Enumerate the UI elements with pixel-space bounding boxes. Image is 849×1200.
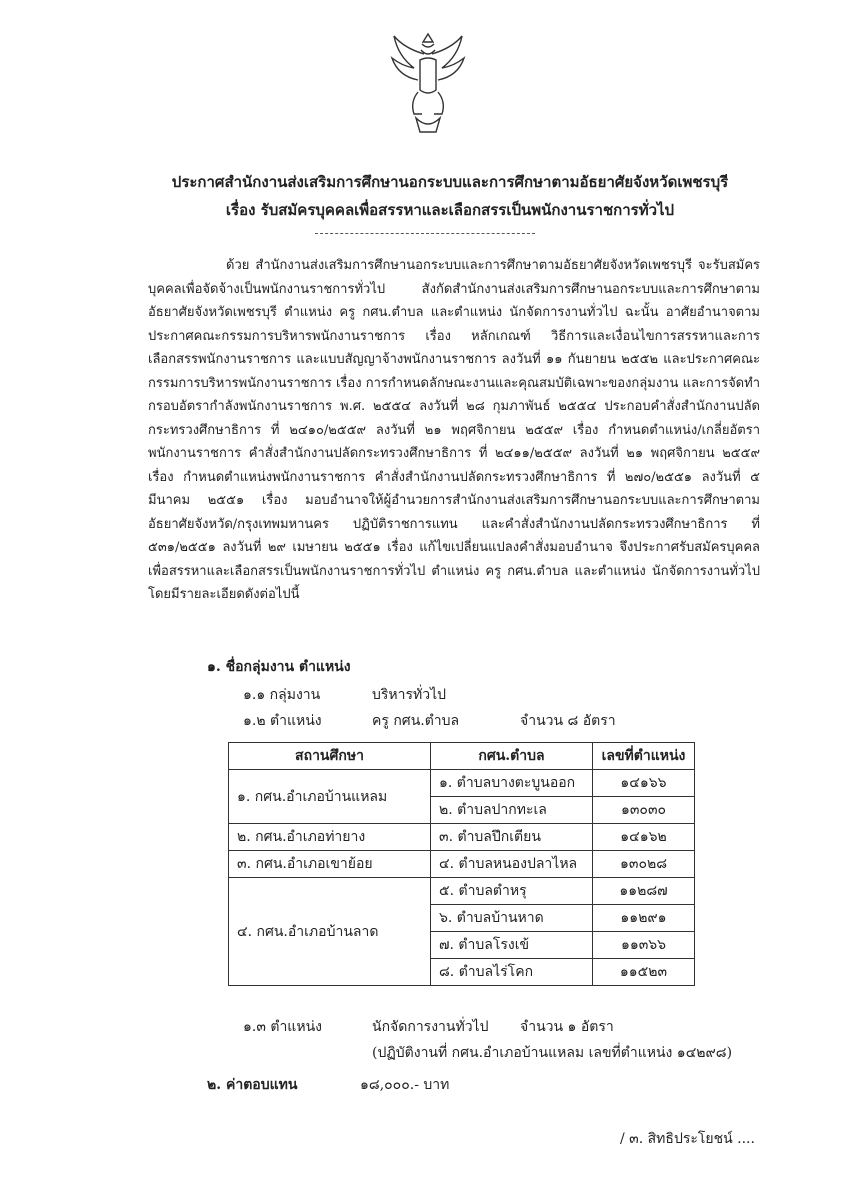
position-2-count: จำนวน ๑ อัตรา [520,1019,614,1035]
group-label: ๑.๑ กลุ่มงาน [243,687,321,703]
position-value: ครู กศน.ตำบล [372,713,460,729]
table-cell: ๑๔๑๖๖ [593,770,695,797]
garuda-emblem [388,30,468,138]
table-header-cell: กศน.ตำบล [431,743,593,770]
table-cell: ๒. ตำบลปากทะเล [431,797,593,824]
title-line-1: ประกาศสำนักงานส่งเสริมการศึกษานอกระบบและการศึกษาตามอัธยาศัยจังหวัดเพชรบุรี [171,173,729,191]
table-cell: ๒. กศน.อำเภอท่ายาง [229,824,431,851]
table-row [229,770,695,797]
table-cell: ๖. ตำบลบ้านหาด [431,905,593,932]
divider [315,233,535,234]
table-cell: ๑๓๐๒๘ [593,851,695,878]
positions-table [228,742,695,986]
position-count: จำนวน ๘ อัตรา [520,713,616,729]
table-cell: ๑๓๐๓๐ [593,797,695,824]
table-cell: ๔. ตำบลหนองปลาไหล [431,851,593,878]
table-cell: ๑๔๑๖๒ [593,824,695,851]
continuation-note: / ๓. สิทธิประโยชน์ .... [620,1131,755,1147]
table-cell: ๔. กศน.อำเภอบ้านลาด [229,878,431,986]
table-cell: ๑๑๒๙๑ [593,905,695,932]
position-2-note: (ปฏิบัติงานที่ กศน.อำเภอบ้านแหลม เลขที่ตำแหน่ง ๑๔๒๙๘) [372,1045,733,1061]
table-row [229,878,695,905]
body-paragraph: ด้วย สำนักงานส่งเสริมการศึกษานอกระบบและการศึกษาตามอัธยาศัยจังหวัดเพชรบุรี จะรับสมัครบุคคลเพื่อจัดจ้างเป็นพนักงานราชการทั่วไป สังกัดสำนักงานส่งเสริมการศึกษานอกระบบและการศึกษาตามอัธยาศัยจังหวัดเพชรบุรี ตำแหน่ง ครู กศน.ตำบล และตำแหน่ง นักจัดการงานทั่วไป ฉะนั้น อาศัยอำนาจตามประกาศคณะกรรมการบริหารพนักงานราชการ เรื่อง หลักเกณฑ์ วิธีการและเงื่อนไขการสรรหาและการเลือกสรรพนักงานราชการ และแบบสัญญาจ้างพนักงานราชการ ลงวันที่ ๑๑ กันยายน ๒๕๕๒ และประกาศคณะกรรมการบริหารพนักงานราชการ เรื่อง การกำหนดลักษณะงานและคุณสมบัติเฉพาะของกลุ่มงาน และการจัดทำกรอบอัตรากำลังพนักงานราชการ พ.ศ. ๒๕๕๔ ลงวันที่ ๒๘ กุมภาพันธ์ ๒๕๕๔ ประกอบคำสั่งสำนักงานปลัดกระทรวงศึกษาธิการ ที่ ๒๔๑๐/๒๕๕๙ ลงวันที่ ๒๑ พฤศจิกายน ๒๕๕๙ เรื่อง กำหนดตำแหน่ง/เกลี่ยอัตราพนักงานราชการ คำสั่งสำนักงานปลัดกระทรวงศึกษาธิการ ที่ ๒๔๑๑/๒๕๕๙ ลงวันที่ ๒๑ พฤศจิกายน ๒๕๕๙ เรื่อง กำหนดตำแหน่งพนักงานราชการ คำสั่งสำนักงานปลัดกระทรวงศึกษาธิการ ที่ ๒๗๐/๒๕๕๑ ลงวันที่ ๕ มีนาคม ๒๕๕๑ เรื่อง มอบอำนาจให้ผู้อำนวยการสำนักงานส่งเสริมการศึกษานอกระบบและการศึกษาตามอัธยาศัยจังหวัด/กรุงเทพมหานคร ปฏิบัติราชการแทน และคำสั่งสำนักงานปลัดกระทรวงศึกษาธิการ ที่ ๕๓๑/๒๕๕๑ ลงวันที่ ๒๙ เมษายน ๒๕๕๑ เรื่อง แก้ไขเปลี่ยนแปลงคำสั่งมอบอำนาจ จึงประกาศรับสมัครบุคคลเพื่อสรรหาและเลือกสรรเป็นพนักงานราชการทั่วไป ตำแหน่ง ครู กศน.ตำบล และตำแหน่ง นักจัดการงานทั่วไป โดยมีรายละเอียดดังต่อไปนี้ [148,258,760,602]
table-header-cell: เลขที่ตำแหน่ง [593,743,695,770]
table-cell: ๕. ตำบลตำหรุ [431,878,593,905]
salary-value: ๑๘,๐๐๐.- บาท [360,1077,450,1093]
section-1-heading: ๑. ชื่อกลุ่มงาน ตำแหน่ง [207,659,351,675]
position-label: ๑.๒ ตำแหน่ง [243,713,322,729]
section-2-heading: ๒. ค่าตอบแทน [207,1077,298,1093]
table-cell: ๑. กศน.อำเภอบ้านแหลม [229,770,431,824]
table-header [229,743,695,770]
position-2-label: ๑.๓ ตำแหน่ง [243,1019,322,1035]
table-cell: ๑๑๓๖๖ [593,932,695,959]
table-cell: ๑๑๒๘๗ [593,878,695,905]
group-value: บริหารทั่วไป [372,687,447,703]
table-row [229,824,695,851]
table-cell: ๑๑๕๒๓ [593,959,695,986]
title-line-2: เรื่อง รับสมัครบุคคลเพื่อสรรหาและเลือกสรรเป็นพนักงานราชการทั่วไป [225,201,675,219]
table-cell: ๗. ตำบลโรงเข้ [431,932,593,959]
table-cell: ๓. กศน.อำเภอเขาย้อย [229,851,431,878]
table-row [229,851,695,878]
table-cell: ๓. ตำบลปึกเตียน [431,824,593,851]
position-2-value: นักจัดการงานทั่วไป [372,1019,489,1035]
body-text [148,254,760,607]
table-cell: ๘. ตำบลไร่โคก [431,959,593,986]
table-cell: ๑. ตำบลบางตะบูนออก [431,770,593,797]
table-header-cell: สถานศึกษา [229,743,431,770]
